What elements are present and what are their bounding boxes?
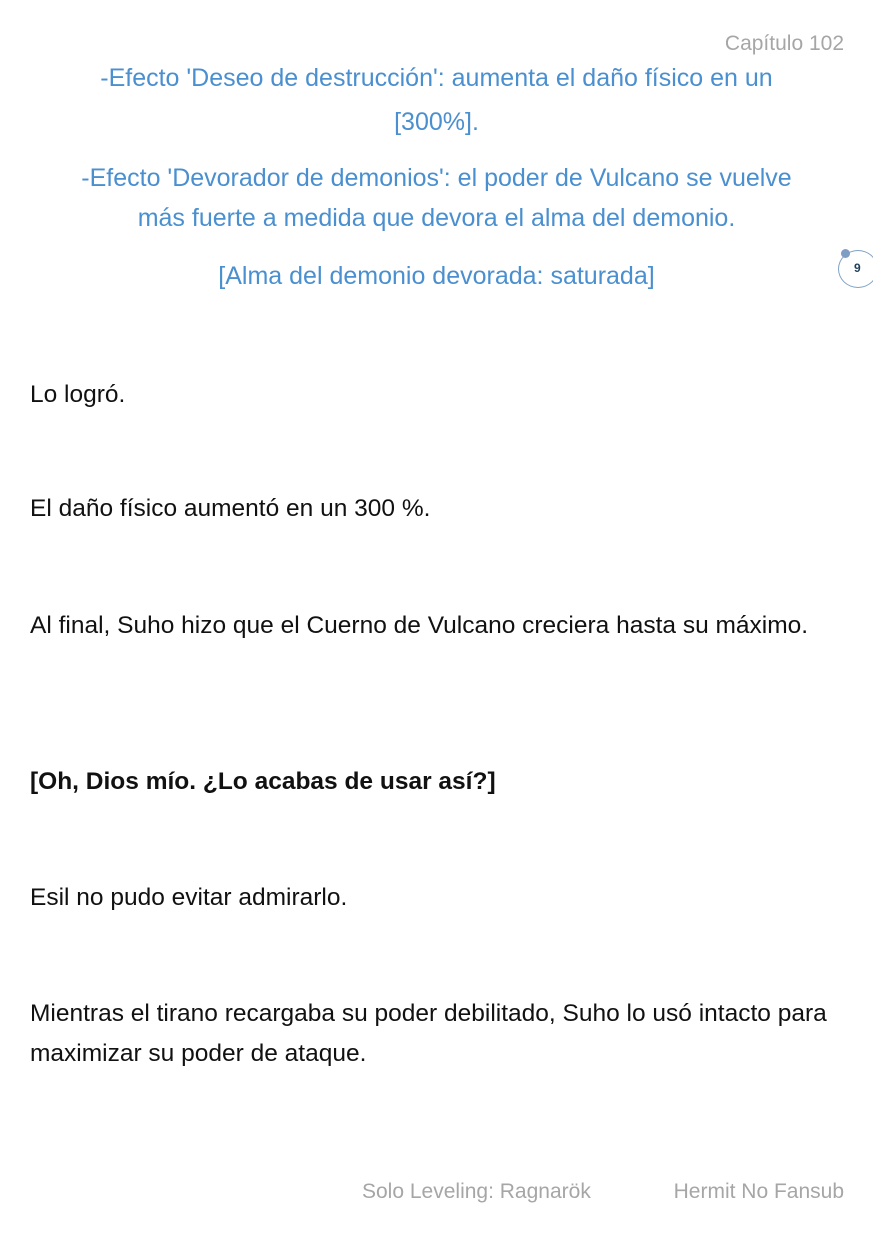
footer-group: Hermit No Fansub — [673, 1180, 844, 1203]
paragraph: Mientras el tirano recargaba su poder debilitado, Suho lo usó intacto para maximizar su poder de ataque. — [30, 1000, 827, 1067]
paragraph: El daño físico aumentó en un 300 %. — [30, 495, 431, 522]
footer-title: Solo Leveling: Ragnarök — [362, 1180, 591, 1203]
system-message-line: -Efecto 'Deseo de destrucción': aumenta el daño físico en un — [100, 64, 773, 92]
system-message-line: más fuerte a medida que devora el alma del demonio. — [137, 204, 736, 232]
paragraph: Lo logró. — [30, 381, 126, 408]
page-number: 9 — [854, 261, 861, 275]
chapter-label: Capítulo 102 — [724, 32, 844, 55]
paragraph: Al final, Suho hizo que el Cuerno de Vulcano creciera hasta su máximo. — [30, 612, 809, 639]
system-message-line: -Efecto 'Devorador de demonios': el poder de Vulcano se vuelve — [81, 164, 792, 192]
system-message-line: [300%]. — [394, 108, 479, 136]
paragraph: Esil no pudo evitar admirarlo. — [30, 884, 348, 911]
badge-dot-icon — [841, 249, 850, 258]
system-message-line: [Alma del demonio devorada: saturada] — [218, 262, 655, 290]
paragraph-dialogue: [Oh, Dios mío. ¿Lo acabas de usar así?] — [30, 768, 496, 795]
